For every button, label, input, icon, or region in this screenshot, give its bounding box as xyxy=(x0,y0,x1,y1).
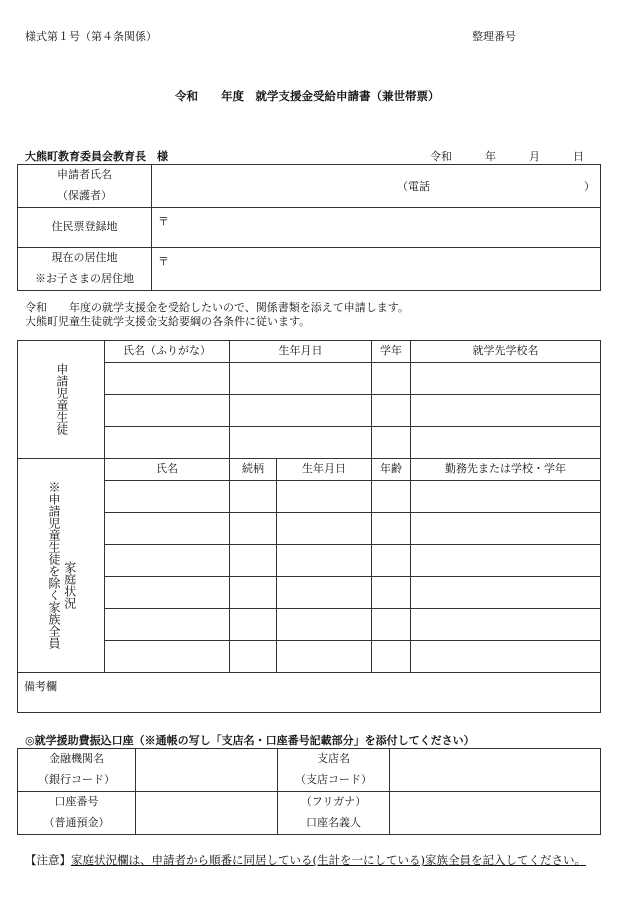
account-number-label-line2: （普通預金） xyxy=(43,815,110,829)
registered-address-field[interactable] xyxy=(152,207,601,247)
family-age-cell[interactable] xyxy=(372,544,411,576)
family-age-cell[interactable] xyxy=(372,576,411,608)
table-row xyxy=(18,544,601,576)
family-relation-cell[interactable] xyxy=(230,480,277,512)
bank-table xyxy=(17,748,601,835)
household-table xyxy=(17,340,601,713)
child-col-name: 氏名（ふりがな） xyxy=(105,341,230,363)
family-relation-cell[interactable] xyxy=(230,544,277,576)
child-school-cell[interactable] xyxy=(411,362,601,394)
children-side-label-text: 申請児童生徒 xyxy=(54,363,69,436)
account-number-label xyxy=(18,791,136,834)
family-relation-cell[interactable] xyxy=(230,640,277,672)
addressee: 大熊町教育委員会教育長 様 xyxy=(25,150,168,163)
family-age-cell[interactable] xyxy=(372,480,411,512)
bank-name-field[interactable] xyxy=(136,749,278,792)
applicant-name-label-line1: 申請者氏名 xyxy=(57,168,112,181)
child-school-cell[interactable] xyxy=(411,426,601,458)
child-name-cell[interactable] xyxy=(105,426,230,458)
family-side-label-text: ※申請児童生徒を除く家族全員 xyxy=(47,481,61,650)
account-holder-label xyxy=(278,791,390,834)
application-date: 令和 年 月 日 xyxy=(430,150,584,163)
registered-address-label: 住民票登録地 xyxy=(18,207,152,247)
table-row xyxy=(18,394,601,426)
reference-number-label: 整理番号 xyxy=(472,30,516,43)
family-side-label xyxy=(18,458,105,672)
branch-label-line2: （支店コード） xyxy=(295,772,372,786)
current-address-field[interactable] xyxy=(152,247,601,290)
current-address-label-line1: 現在の居住地 xyxy=(51,250,118,264)
child-birthdate-cell[interactable] xyxy=(230,426,372,458)
table-row xyxy=(18,512,601,544)
table-row xyxy=(18,608,601,640)
current-address-label xyxy=(18,247,152,290)
child-school-cell[interactable] xyxy=(411,394,601,426)
family-age-cell[interactable] xyxy=(372,608,411,640)
family-birthdate-cell[interactable] xyxy=(277,544,372,576)
applicant-name-label-line2: （保護者） xyxy=(57,188,112,202)
applicant-name-label xyxy=(18,165,152,208)
form-number: 様式第１号（第４条関係） xyxy=(25,30,157,43)
family-birthdate-cell[interactable] xyxy=(277,512,372,544)
family-col-age: 年齢 xyxy=(372,458,411,480)
branch-label-line1: 支店名 xyxy=(317,752,350,765)
family-status-label: 家庭状況 xyxy=(62,561,77,610)
child-col-birthdate: 生年月日 xyxy=(230,341,372,363)
family-name-cell[interactable] xyxy=(105,640,230,672)
family-workplace-cell[interactable] xyxy=(411,544,601,576)
account-number-label-line1: 口座番号 xyxy=(54,794,99,808)
phone-open: （電話 xyxy=(397,180,430,193)
bank-name-label xyxy=(18,749,136,792)
page-title: 令和 年度 就学支援金受給申請書（兼世帯票） xyxy=(175,89,440,103)
family-age-cell[interactable] xyxy=(372,512,411,544)
family-relation-cell[interactable] xyxy=(230,608,277,640)
postal-mark: 〒 xyxy=(158,254,169,268)
family-workplace-cell[interactable] xyxy=(411,480,601,512)
table-row xyxy=(18,362,601,394)
table-row xyxy=(18,576,601,608)
statement-line-2: 大熊町児童生徒就学支援金支給要綱の各条件に従います。 xyxy=(25,315,311,328)
family-col-birthdate: 生年月日 xyxy=(277,458,372,480)
family-col-relation: 続柄 xyxy=(230,458,277,480)
family-name-cell[interactable] xyxy=(105,576,230,608)
family-workplace-cell[interactable] xyxy=(411,512,601,544)
family-name-cell[interactable] xyxy=(105,608,230,640)
applicant-name-field[interactable] xyxy=(152,165,601,208)
account-holder-field[interactable] xyxy=(390,791,601,834)
remarks-field[interactable] xyxy=(18,672,601,712)
child-name-cell[interactable] xyxy=(105,362,230,394)
table-row xyxy=(18,426,601,458)
note-prefix: 【注意】 xyxy=(25,853,71,867)
statement-line-1: 令和 年度の就学支援金を受給したいので、関係書類を添えて申請します。 xyxy=(25,301,409,314)
child-grade-cell[interactable] xyxy=(372,362,411,394)
child-name-cell[interactable] xyxy=(105,394,230,426)
child-birthdate-cell[interactable] xyxy=(230,362,372,394)
table-row xyxy=(18,640,601,672)
family-name-cell[interactable] xyxy=(105,512,230,544)
family-birthdate-cell[interactable] xyxy=(277,480,372,512)
bank-name-label-line2: （銀行コード） xyxy=(38,772,115,786)
note xyxy=(25,852,586,868)
family-workplace-cell[interactable] xyxy=(411,608,601,640)
family-relation-cell[interactable] xyxy=(230,512,277,544)
current-address-label-line2: ※お子さまの居住地 xyxy=(35,271,134,285)
family-birthdate-cell[interactable] xyxy=(277,640,372,672)
bank-heading: ◎就学援助費振込口座（※通帳の写し「支店名・口座番号記載部分」を添付してください） xyxy=(25,734,475,747)
family-age-cell[interactable] xyxy=(372,640,411,672)
family-birthdate-cell[interactable] xyxy=(277,608,372,640)
note-text: 家庭状況欄は、申請者から順番に同居している(生計を一にしている)家族全員を記入してください。 xyxy=(71,853,586,867)
child-birthdate-cell[interactable] xyxy=(230,394,372,426)
account-holder-label-line2: 口座名義人 xyxy=(306,815,361,829)
account-number-field[interactable] xyxy=(136,791,278,834)
child-grade-cell[interactable] xyxy=(372,394,411,426)
child-col-school: 就学先学校名 xyxy=(411,341,601,363)
family-workplace-cell[interactable] xyxy=(411,640,601,672)
child-col-grade: 学年 xyxy=(372,341,411,363)
family-col-name: 氏名 xyxy=(105,458,230,480)
bank-name-label-line1: 金融機関名 xyxy=(49,752,104,765)
family-name-cell[interactable] xyxy=(105,544,230,576)
applicant-table xyxy=(17,164,601,291)
account-holder-label-line1: （フリガナ） xyxy=(300,794,367,808)
family-relation-cell[interactable] xyxy=(230,576,277,608)
phone-close: ） xyxy=(584,180,595,193)
family-name-cell[interactable] xyxy=(105,480,230,512)
child-grade-cell[interactable] xyxy=(372,426,411,458)
family-col-workplace: 勤務先または学校・学年 xyxy=(411,458,601,480)
table-row xyxy=(18,480,601,512)
family-birthdate-cell[interactable] xyxy=(277,576,372,608)
family-workplace-cell[interactable] xyxy=(411,576,601,608)
postal-mark: 〒 xyxy=(158,214,169,228)
branch-label xyxy=(278,749,390,792)
children-side-label xyxy=(18,341,105,459)
branch-field[interactable] xyxy=(390,749,601,792)
remarks-label: 備考欄 xyxy=(24,679,57,693)
